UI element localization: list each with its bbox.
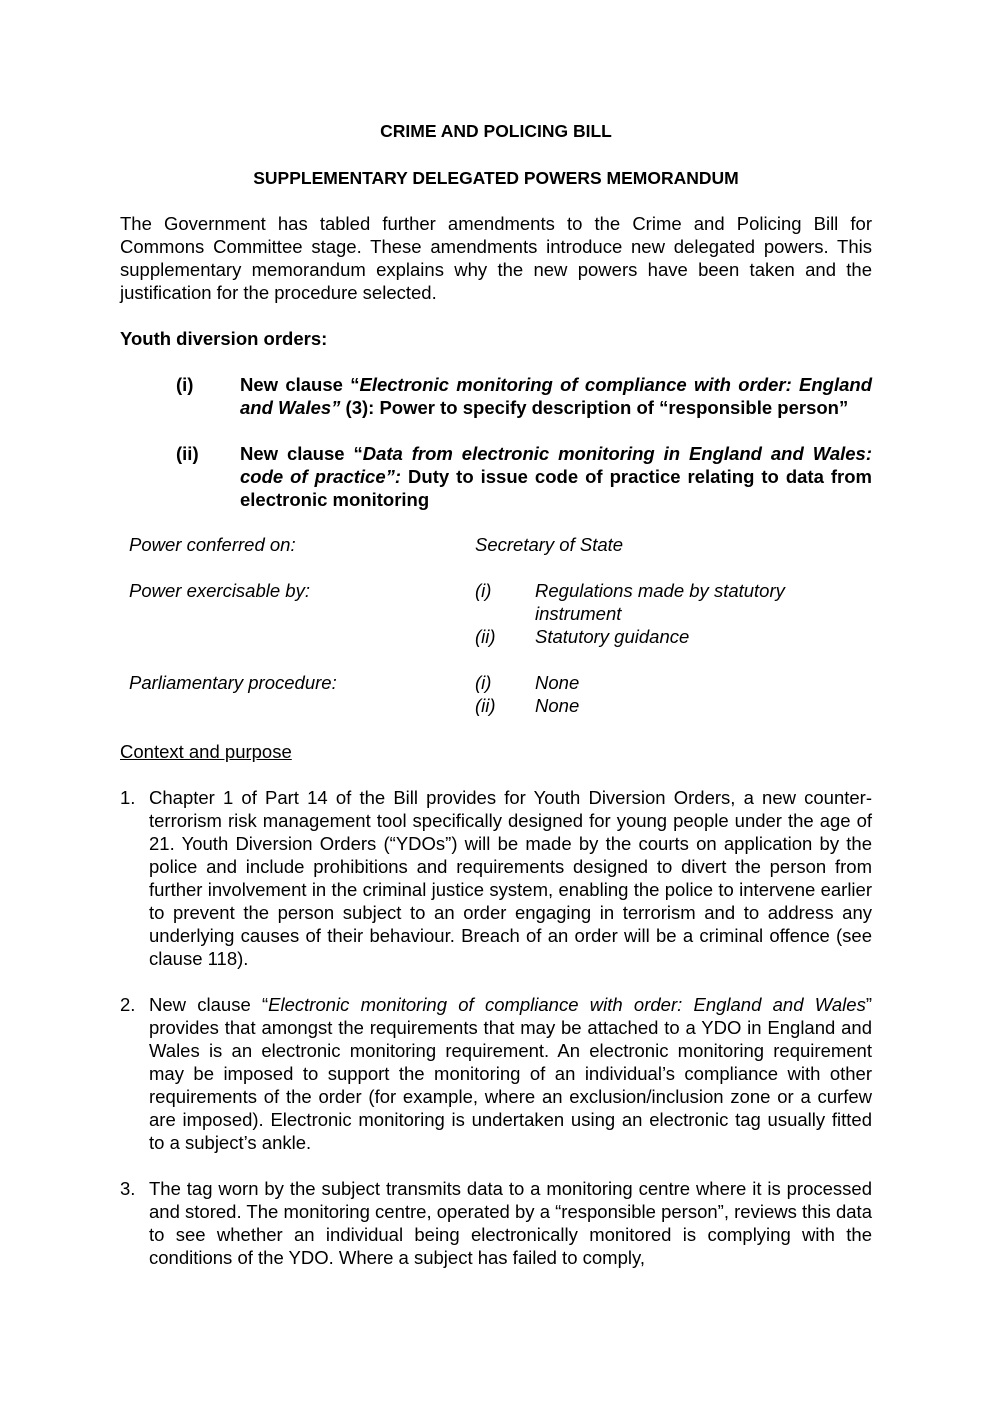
document-subtitle: SUPPLEMENTARY DELEGATED POWERS MEMORANDUM: [253, 168, 739, 188]
paragraph-number: 1.: [120, 787, 136, 808]
intro-paragraph: The Government has tabled further amendments to the Crime and Policing Bill for Commons Committee stage. These amendments introduce new delegated powers. This supplementary memorandum explains why the new powers have been taken and the justification for the procedure selected.: [120, 213, 872, 303]
paragraph-text: New clause “Electronic monitoring of compliance with order: England and Wales” provides that amongst the requirements that may be attached to a YDO in England and Wales is an electronic monitoring requirement. An electronic monitoring requirement may be imposed to support the monitoring of an individual’s compliance with other requirements of the order (for example, where an exclusion/inclusion zone or a curfew are imposed). Electronic monitoring is undertaken using an electronic tag usually fitted to a subject’s ankle.: [149, 994, 872, 1153]
clause-number: (ii): [176, 443, 199, 464]
context-heading: Context and purpose: [120, 741, 292, 762]
paragraph-number: 2.: [120, 994, 136, 1015]
paragraph-number: 3.: [120, 1178, 136, 1199]
paragraph-text: The tag worn by the subject transmits data to a monitoring centre where it is processed and stored. The monitoring centre, operated by a “responsible person”, reviews this data to see whether an individual being electronically monitored is complying with the conditions of the YDO. Where a subject has failed to comply,: [149, 1178, 872, 1268]
procedure-label: Parliamentary procedure:: [129, 672, 337, 693]
clause-text: New clause “Electronic monitoring of compliance with order: England and Wales” (3): Power to specify description of “responsible person”: [240, 374, 872, 418]
power-conferred-label: Power conferred on:: [129, 534, 296, 555]
section-heading: Youth diversion orders:: [120, 328, 328, 349]
power-exercisable-label: Power exercisable by:: [129, 580, 310, 601]
paragraph-text: Chapter 1 of Part 14 of the Bill provides for Youth Diversion Orders, a new counter-terrorism risk management tool specifically designed for young people under the age of 21. Youth Diversion Orders (“YDOs”) will be made by the courts on application by the police and include prohibitions and requirements designed to divert the person from further involvement in the criminal justice system, enabling the police to intervene earlier to prevent the person subject to an order engaging in terrorism and to address any underlying causes of their behaviour. Breach of an order will be a criminal offence (see clause 118).: [149, 787, 872, 969]
power-conferred-value: Secretary of State: [475, 534, 624, 555]
clause-text: New clause “Data from electronic monitoring in England and Wales: code of practice”: Duty to issue code of practice relating to data from electronic monitoring: [240, 443, 872, 510]
document-title: CRIME AND POLICING BILL: [380, 121, 612, 141]
clause-number: (i): [176, 374, 194, 395]
